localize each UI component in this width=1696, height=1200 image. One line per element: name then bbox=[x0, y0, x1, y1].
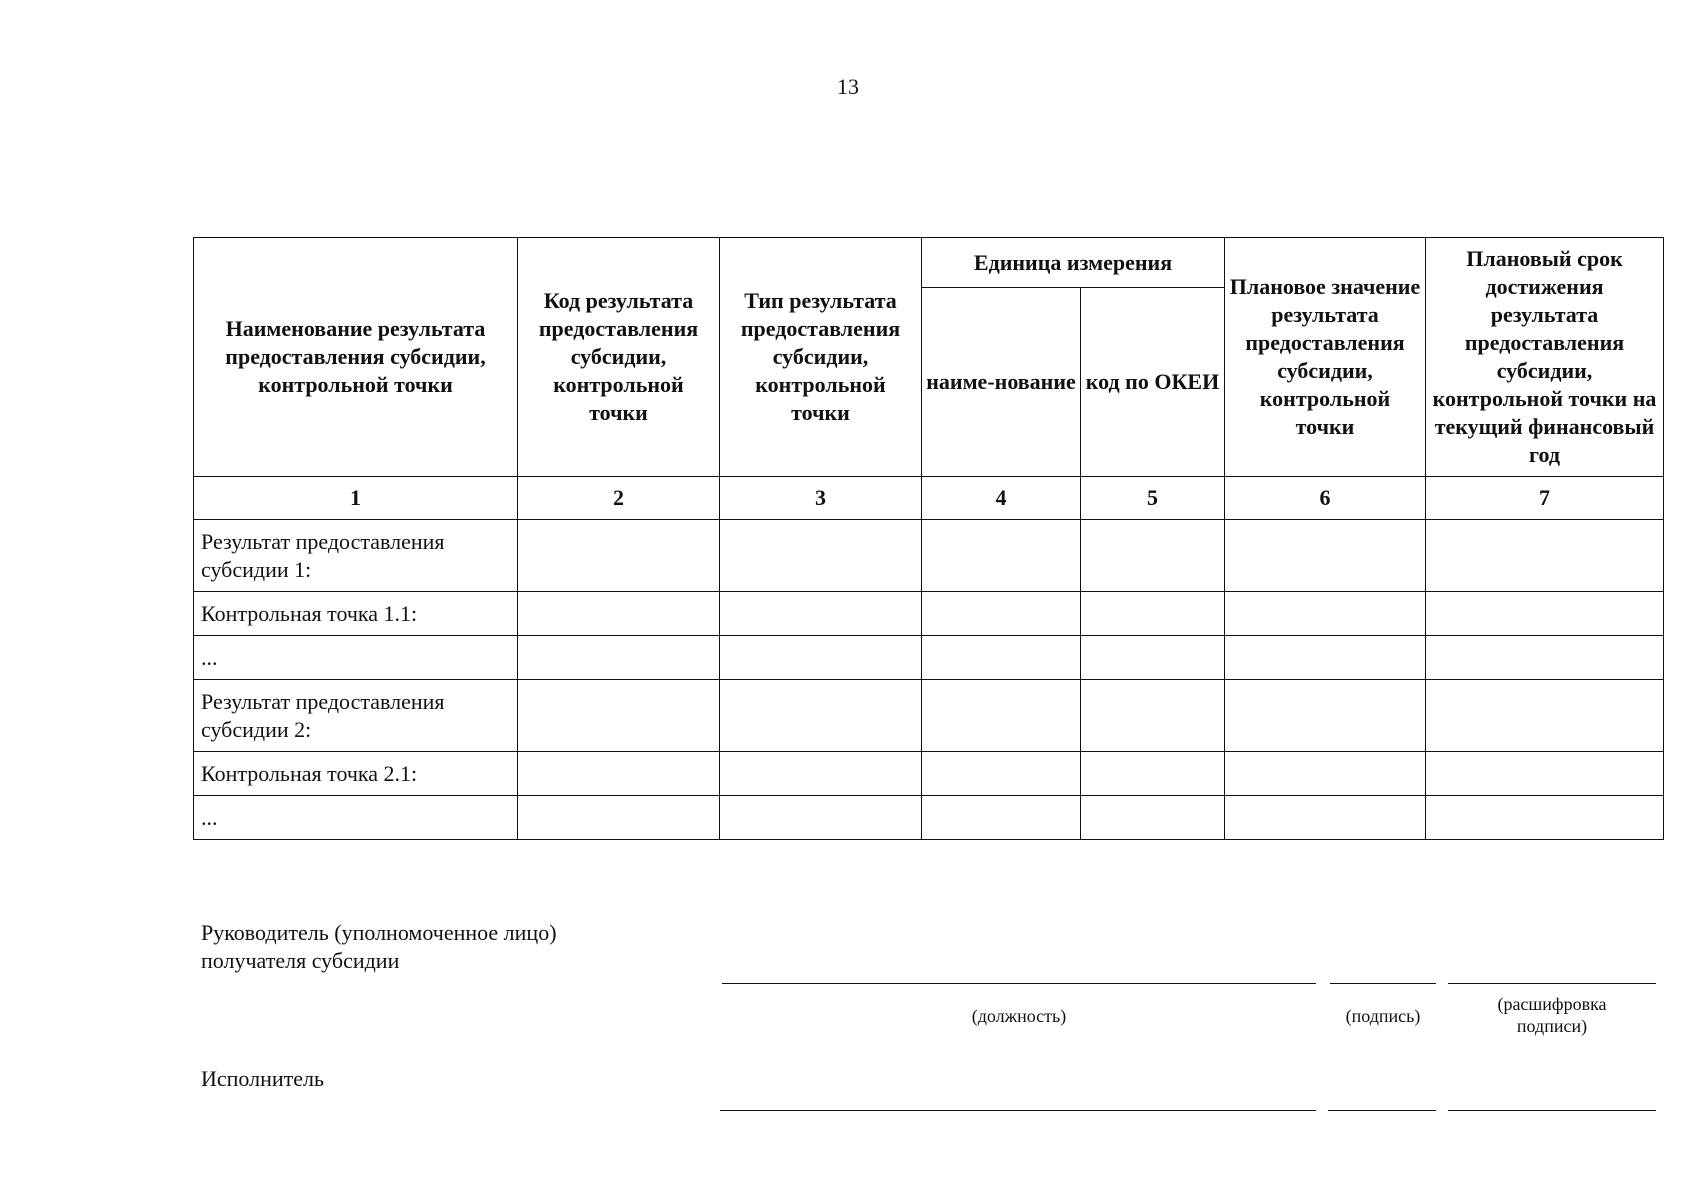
header-planned-deadline: Плановый срок достижения результата предоставления субсидии, контрольной точки на текущий финансовый год bbox=[1426, 238, 1664, 477]
table-cell bbox=[1426, 520, 1664, 592]
head-label: Руководитель (уполномоченное лицо) получателя субсидии bbox=[201, 920, 557, 973]
row-label: ... bbox=[194, 796, 518, 840]
row-label: ... bbox=[194, 636, 518, 680]
table-row bbox=[194, 680, 1664, 752]
table-cell bbox=[518, 520, 720, 592]
table-cell bbox=[922, 636, 1081, 680]
decoding-line bbox=[1448, 983, 1656, 984]
position-line bbox=[722, 983, 1316, 984]
table-cell bbox=[1081, 636, 1225, 680]
table-cell bbox=[922, 520, 1081, 592]
table-cell bbox=[1426, 752, 1664, 796]
column-number: 7 bbox=[1426, 477, 1664, 520]
table-cell bbox=[1225, 752, 1426, 796]
table-cell bbox=[720, 680, 922, 752]
column-number: 1 bbox=[194, 477, 518, 520]
table-cell bbox=[1081, 520, 1225, 592]
table-cell bbox=[1426, 592, 1664, 636]
signature-caption: (подпись) bbox=[1345, 1006, 1421, 1026]
table-cell bbox=[1081, 752, 1225, 796]
table-cell bbox=[1225, 680, 1426, 752]
row-label: Контрольная точка 1.1: bbox=[194, 592, 518, 636]
table-cell bbox=[1225, 636, 1426, 680]
header-okei-code: код по ОКЕИ bbox=[1081, 288, 1225, 477]
table-row bbox=[194, 592, 1664, 636]
header-unit-group: Единица измерения bbox=[922, 238, 1225, 288]
column-number: 6 bbox=[1225, 477, 1426, 520]
table-row bbox=[194, 636, 1664, 680]
header-result-code: Код результата предоставления субсидии, контрольной точки bbox=[518, 238, 720, 477]
table-row bbox=[194, 520, 1664, 592]
table-cell bbox=[1426, 680, 1664, 752]
table-cell bbox=[1081, 796, 1225, 840]
table-row bbox=[194, 752, 1664, 796]
table-cell bbox=[720, 592, 922, 636]
table-cell bbox=[720, 636, 922, 680]
executor-label: Исполнитель bbox=[201, 1066, 325, 1091]
table-cell bbox=[518, 752, 720, 796]
table-cell bbox=[922, 680, 1081, 752]
table-cell bbox=[518, 592, 720, 636]
table-cell bbox=[720, 796, 922, 840]
table-cell bbox=[1081, 592, 1225, 636]
table-cell bbox=[518, 796, 720, 840]
table-row bbox=[194, 796, 1664, 840]
table-cell bbox=[1426, 636, 1664, 680]
position-caption: (должность) bbox=[971, 1006, 1067, 1026]
table-cell bbox=[922, 592, 1081, 636]
table-cell bbox=[518, 636, 720, 680]
table-cell bbox=[922, 796, 1081, 840]
header-planned-value: Плановое значение результата предоставления субсидии, контрольной точки bbox=[1225, 238, 1426, 477]
row-label: Контрольная точка 2.1: bbox=[194, 752, 518, 796]
column-number: 2 bbox=[518, 477, 720, 520]
table-cell bbox=[720, 752, 922, 796]
header-result-type: Тип результата предоставления субсидии, контрольной точки bbox=[720, 238, 922, 477]
column-number: 3 bbox=[720, 477, 922, 520]
table-cell bbox=[720, 520, 922, 592]
results-table bbox=[193, 237, 1664, 840]
table-cell bbox=[518, 680, 720, 752]
table-cell bbox=[1225, 796, 1426, 840]
column-number: 5 bbox=[1081, 477, 1225, 520]
page-number: 13 bbox=[837, 74, 859, 99]
column-number-row bbox=[194, 477, 1664, 520]
header-unit-name: наиме-нование bbox=[922, 288, 1081, 477]
executor-decoding-line bbox=[1448, 1110, 1656, 1111]
table-cell bbox=[1225, 592, 1426, 636]
header-result-name: Наименование результата предоставления субсидии, контрольной точки bbox=[194, 238, 518, 477]
decoding-caption: (расшифровка подписи) bbox=[1497, 994, 1607, 1036]
row-label: Результат предоставления субсидии 2: bbox=[194, 680, 518, 752]
executor-position-line bbox=[720, 1110, 1316, 1111]
row-label: Результат предоставления субсидии 1: bbox=[194, 520, 518, 592]
signature-line bbox=[1330, 983, 1436, 984]
column-number: 4 bbox=[922, 477, 1081, 520]
table-cell bbox=[1081, 680, 1225, 752]
executor-signature-line bbox=[1328, 1110, 1436, 1111]
table-cell bbox=[922, 752, 1081, 796]
table-cell bbox=[1225, 520, 1426, 592]
table-cell bbox=[1426, 796, 1664, 840]
